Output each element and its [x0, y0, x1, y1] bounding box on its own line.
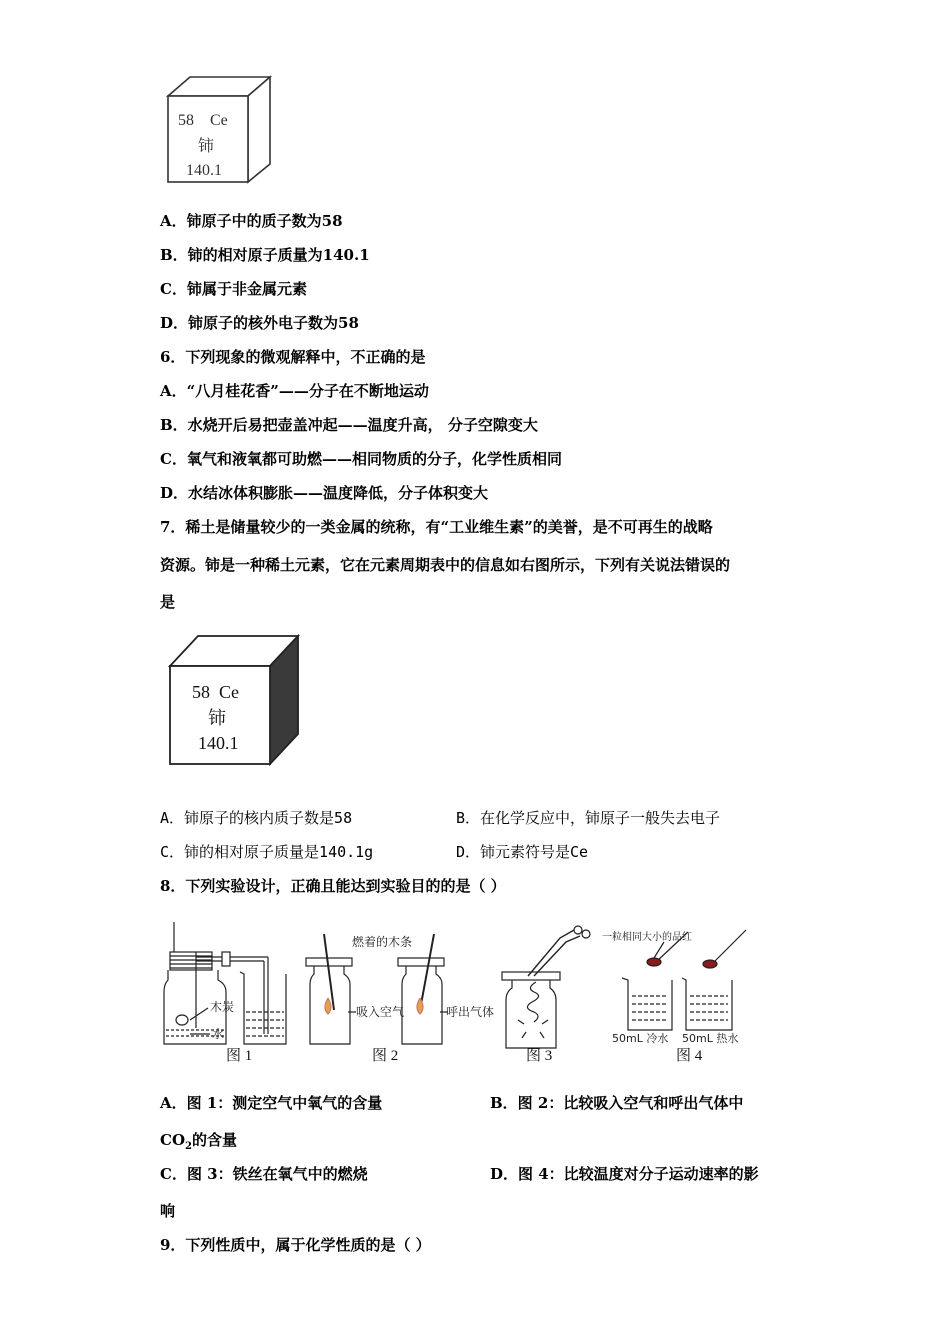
co2-formula: CO: [160, 1131, 186, 1149]
element-cube-cerium-1: [164, 74, 274, 186]
q5-option-d: D．铈原子的核外电子数为58: [160, 314, 359, 332]
co2-suffix: 的含量: [191, 1131, 237, 1149]
caption-fig-2: 图 2: [372, 1048, 399, 1062]
q8-option-a: A．图 1：测定空气中氧气的含量: [160, 1094, 383, 1112]
cube1-name: 铈: [198, 136, 215, 155]
q8-experiment-figures: [156, 912, 756, 1062]
q6-option-d: D．水结冰体积膨胀——温度降低，分子体积变大: [160, 484, 489, 502]
q6-stem: 6．下列现象的微观解释中，不正确的是: [160, 348, 426, 366]
q7-option-a: A．铈原子的核内质子数是58: [160, 809, 353, 827]
q8-option-d-continued: 响: [160, 1202, 176, 1220]
caption-fig-4: 图 4: [676, 1048, 703, 1062]
label-exhaled-gas: 呼出气体: [446, 1005, 495, 1019]
q6-option-c: C．氧气和液氧都可助燃——相同物质的分子，化学性质相同: [160, 450, 562, 468]
q7-stem-line-3: 是: [160, 593, 176, 611]
cube2-name: 铈: [208, 708, 226, 729]
label-water: 水: [212, 1027, 225, 1041]
element-cube-cerium-2: [166, 632, 306, 768]
q8-option-d: D．图 4：比较温度对分子运动速率的影: [490, 1165, 759, 1183]
q8-stem: 8．下列实验设计，正确且能达到实验目的的是（ ）: [160, 877, 506, 895]
q9-stem: 9．下列性质中，属于化学性质的是（ ）: [160, 1236, 431, 1254]
caption-fig-1: 图 1: [226, 1048, 253, 1062]
figure-2-apparatus: [306, 934, 448, 1044]
figure-1-apparatus: [164, 922, 286, 1044]
cube1-number-symbol: 58 Ce: [178, 112, 228, 129]
q7-option-b: B．在化学反应中，铈原子一般失去电子: [456, 809, 721, 827]
label-inhaled-air: 吸入空气: [356, 1005, 405, 1019]
q6-option-a: A．“八月桂花香”——分子在不断地运动: [160, 382, 429, 400]
label-cold-water: 50mL 冷水: [612, 1032, 669, 1045]
q8-option-c: C．图 3：铁丝在氧气中的燃烧: [160, 1165, 368, 1183]
q7-stem-line-2: 资源。铈是一种稀土元素，它在元素周期表中的信息如右图所示，下列有关说法错误的: [160, 556, 731, 574]
caption-fig-3: 图 3: [526, 1048, 553, 1062]
q5-option-c: C．铈属于非金属元素: [160, 280, 307, 298]
label-same-size-red: 一粒相同大小的品红: [602, 932, 692, 943]
q7-stem-line-1: 7．稀土是储量较少的一类金属的统称，有“工业维生素”的美誉，是不可再生的战略: [160, 518, 713, 536]
q7-option-c: C．铈的相对原子质量是140.1g: [160, 843, 374, 861]
q5-option-a: A．铈原子中的质子数为58: [160, 212, 343, 230]
cube2-mass: 140.1: [198, 733, 239, 753]
label-charcoal: 木炭: [210, 1000, 235, 1014]
cube2-number-symbol: 58 Ce: [192, 682, 239, 702]
q5-option-b: B．铈的相对原子质量为140.1: [160, 246, 370, 264]
cube1-mass: 140.1: [186, 162, 222, 179]
q8-option-b-continued: [160, 1130, 237, 1157]
q6-option-b: B．水烧开后易把壶盖冲起——温度升高， 分子空隙变大: [160, 416, 538, 434]
q7-option-d: D．铈元素符号是Ce: [456, 843, 589, 861]
figure-4-apparatus: [622, 930, 746, 1030]
co2-subscript: 2: [185, 1141, 192, 1152]
figure-3-apparatus: [502, 926, 590, 1048]
label-hot-water: 50mL 热水: [682, 1032, 739, 1045]
q8-option-b: B．图 2：比较吸入空气和呼出气体中: [490, 1094, 744, 1112]
label-burning-stick: 燃着的木条: [352, 935, 413, 949]
